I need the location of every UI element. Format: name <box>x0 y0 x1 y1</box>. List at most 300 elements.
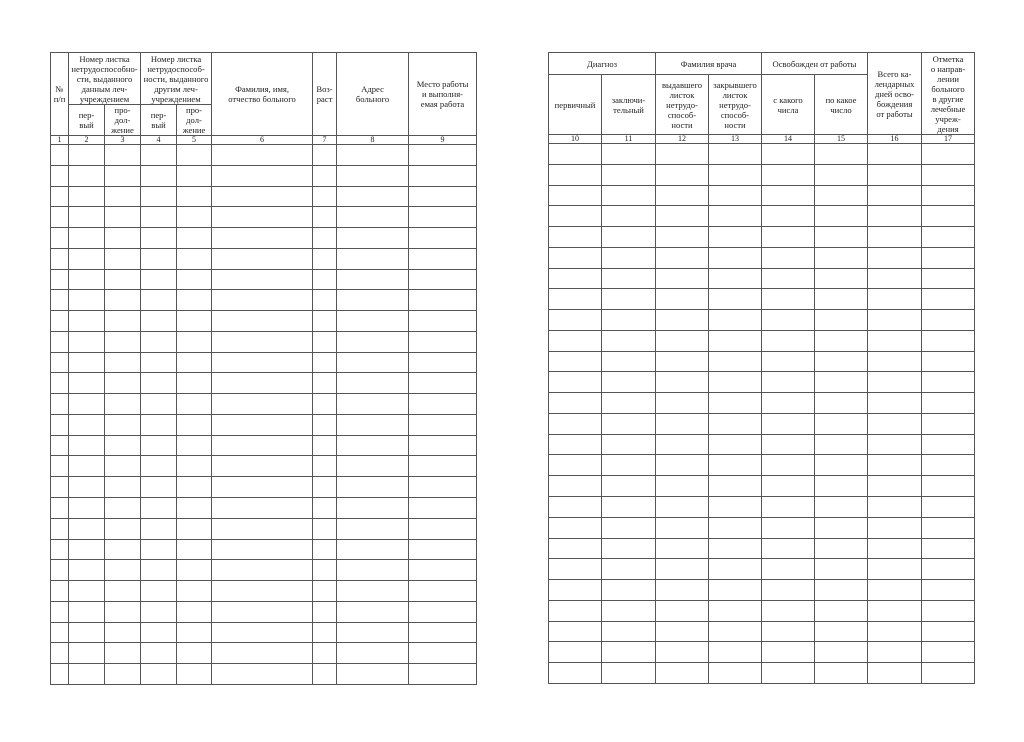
table-cell <box>409 394 477 415</box>
table-cell <box>337 581 409 602</box>
table-cell <box>709 600 762 621</box>
table-cell <box>762 393 815 414</box>
table-cell <box>656 330 709 351</box>
table-cell <box>549 247 602 268</box>
table-cell <box>313 269 337 290</box>
table-cell <box>709 144 762 165</box>
table-cell <box>409 518 477 539</box>
table-cell <box>656 310 709 331</box>
table-cell <box>51 477 69 498</box>
table-cell <box>409 456 477 477</box>
column-number: 17 <box>922 135 975 144</box>
header-other-first: пер- вый <box>141 105 177 136</box>
table-cell <box>105 643 141 664</box>
table-cell <box>212 581 313 602</box>
column-number: 16 <box>868 135 922 144</box>
table-cell <box>51 352 69 373</box>
table-cell <box>922 289 975 310</box>
table-row <box>549 351 975 372</box>
table-cell <box>709 372 762 393</box>
header-doctor: Фамилия врача <box>656 53 762 75</box>
table-cell <box>313 622 337 643</box>
right-journal-table <box>548 52 975 684</box>
table-cell <box>105 207 141 228</box>
table-cell <box>868 517 922 538</box>
table-cell <box>922 663 975 684</box>
table-cell <box>105 331 141 352</box>
table-cell <box>762 289 815 310</box>
table-cell <box>815 559 868 580</box>
table-cell <box>69 269 105 290</box>
table-row <box>549 538 975 559</box>
left-page <box>50 52 477 685</box>
table-cell <box>815 185 868 206</box>
table-cell <box>177 435 212 456</box>
table-cell <box>313 394 337 415</box>
table-cell <box>141 145 177 166</box>
table-cell <box>105 311 141 332</box>
table-cell <box>69 456 105 477</box>
table-cell <box>141 622 177 643</box>
table-cell <box>141 456 177 477</box>
table-cell <box>762 434 815 455</box>
table-cell <box>549 600 602 621</box>
table-cell <box>762 642 815 663</box>
table-cell <box>69 414 105 435</box>
table-cell <box>602 497 656 518</box>
table-cell <box>762 372 815 393</box>
table-cell <box>868 538 922 559</box>
table-cell <box>337 622 409 643</box>
table-cell <box>337 228 409 249</box>
table-cell <box>815 538 868 559</box>
table-cell <box>337 601 409 622</box>
table-cell <box>69 581 105 602</box>
table-cell <box>656 517 709 538</box>
column-numbers-row <box>549 135 975 144</box>
table-cell <box>602 476 656 497</box>
table-cell <box>212 186 313 207</box>
table-cell <box>212 601 313 622</box>
table-cell <box>212 643 313 664</box>
header-other-continuation: про- дол- жение <box>177 105 212 136</box>
header-diagnosis: Диагноз <box>549 53 656 75</box>
table-cell <box>337 207 409 228</box>
table-cell <box>141 664 177 685</box>
table-cell <box>922 559 975 580</box>
table-row <box>549 642 975 663</box>
table-cell <box>313 414 337 435</box>
table-cell <box>815 289 868 310</box>
table-cell <box>212 518 313 539</box>
table-cell <box>337 186 409 207</box>
header-patient-name: Фамилия, имя, отчество больного <box>212 53 313 136</box>
table-cell <box>922 413 975 434</box>
table-cell <box>656 600 709 621</box>
table-cell <box>602 185 656 206</box>
table-cell <box>177 207 212 228</box>
table-cell <box>762 538 815 559</box>
table-cell <box>177 145 212 166</box>
header-released: Освобожден от работы <box>762 53 868 75</box>
table-cell <box>709 351 762 372</box>
table-row <box>549 164 975 185</box>
table-cell <box>602 164 656 185</box>
table-cell <box>313 456 337 477</box>
table-cell <box>709 206 762 227</box>
table-row <box>51 394 477 415</box>
table-row <box>51 539 477 560</box>
header-referral: Отметка о направ- лении больного в другие лечебные учреж- дения <box>922 53 975 135</box>
table-cell <box>656 497 709 518</box>
table-cell <box>868 351 922 372</box>
table-cell <box>409 622 477 643</box>
table-cell <box>868 621 922 642</box>
table-row <box>51 228 477 249</box>
table-cell <box>51 518 69 539</box>
table-cell <box>709 538 762 559</box>
table-cell <box>868 164 922 185</box>
table-cell <box>51 269 69 290</box>
column-number: 1 <box>51 136 69 145</box>
header-own-first: пер- вый <box>69 105 105 136</box>
table-row <box>549 393 975 414</box>
table-cell <box>69 664 105 685</box>
table-cell <box>709 227 762 248</box>
table-cell <box>656 580 709 601</box>
table-cell <box>212 248 313 269</box>
table-row <box>549 621 975 642</box>
table-cell <box>922 538 975 559</box>
table-cell <box>549 164 602 185</box>
table-cell <box>177 456 212 477</box>
table-cell <box>337 498 409 519</box>
column-number: 11 <box>602 135 656 144</box>
table-cell <box>709 663 762 684</box>
table-row <box>549 247 975 268</box>
header-doctor-issued: выдавшего листок нетрудо- способ- ности <box>656 75 709 135</box>
table-cell <box>709 289 762 310</box>
table-cell <box>868 393 922 414</box>
table-cell <box>868 580 922 601</box>
table-cell <box>656 538 709 559</box>
table-cell <box>313 228 337 249</box>
table-cell <box>337 518 409 539</box>
table-cell <box>709 455 762 476</box>
table-cell <box>602 227 656 248</box>
table-cell <box>762 497 815 518</box>
table-row <box>51 352 477 373</box>
table-cell <box>337 352 409 373</box>
table-cell <box>709 580 762 601</box>
table-row <box>51 664 477 685</box>
table-row <box>549 372 975 393</box>
table-cell <box>922 476 975 497</box>
table-cell <box>337 664 409 685</box>
table-cell <box>141 352 177 373</box>
table-row <box>51 165 477 186</box>
table-cell <box>212 331 313 352</box>
table-cell <box>212 539 313 560</box>
table-cell <box>922 372 975 393</box>
table-row <box>549 144 975 165</box>
table-cell <box>762 227 815 248</box>
table-cell <box>656 476 709 497</box>
table-cell <box>51 414 69 435</box>
table-cell <box>313 207 337 228</box>
table-cell <box>815 642 868 663</box>
table-cell <box>51 456 69 477</box>
table-cell <box>762 413 815 434</box>
table-row <box>51 207 477 228</box>
table-cell <box>51 394 69 415</box>
table-cell <box>337 331 409 352</box>
table-cell <box>69 560 105 581</box>
table-cell <box>868 455 922 476</box>
left-table-body <box>51 145 477 685</box>
table-cell <box>105 622 141 643</box>
table-cell <box>313 643 337 664</box>
table-cell <box>922 600 975 621</box>
table-cell <box>51 435 69 456</box>
table-cell <box>656 455 709 476</box>
table-cell <box>141 435 177 456</box>
table-cell <box>815 497 868 518</box>
column-number: 6 <box>212 136 313 145</box>
table-cell <box>602 144 656 165</box>
header-released-from: с какого числа <box>762 75 815 135</box>
table-cell <box>212 165 313 186</box>
table-cell <box>51 643 69 664</box>
right-page <box>548 52 975 684</box>
table-cell <box>177 581 212 602</box>
table-cell <box>177 477 212 498</box>
table-cell <box>815 434 868 455</box>
table-cell <box>409 373 477 394</box>
table-cell <box>69 165 105 186</box>
table-cell <box>549 559 602 580</box>
table-cell <box>656 164 709 185</box>
table-cell <box>313 581 337 602</box>
table-cell <box>313 539 337 560</box>
table-cell <box>656 351 709 372</box>
table-cell <box>141 560 177 581</box>
table-cell <box>815 268 868 289</box>
table-cell <box>313 498 337 519</box>
table-cell <box>212 414 313 435</box>
table-cell <box>313 145 337 166</box>
table-cell <box>313 664 337 685</box>
table-cell <box>212 228 313 249</box>
table-cell <box>313 373 337 394</box>
table-cell <box>549 185 602 206</box>
table-cell <box>409 331 477 352</box>
table-row <box>549 185 975 206</box>
table-cell <box>212 622 313 643</box>
table-cell <box>549 538 602 559</box>
table-cell <box>409 290 477 311</box>
table-cell <box>337 477 409 498</box>
table-cell <box>69 145 105 166</box>
table-cell <box>709 268 762 289</box>
table-cell <box>69 394 105 415</box>
header-workplace: Место работы и выполня- емая работа <box>409 53 477 136</box>
table-cell <box>656 559 709 580</box>
table-cell <box>141 581 177 602</box>
column-numbers-row <box>51 136 477 145</box>
table-row <box>549 206 975 227</box>
table-cell <box>337 394 409 415</box>
table-cell <box>69 518 105 539</box>
table-cell <box>656 434 709 455</box>
table-cell <box>868 144 922 165</box>
table-cell <box>51 664 69 685</box>
table-cell <box>51 228 69 249</box>
table-cell <box>212 477 313 498</box>
table-cell <box>313 290 337 311</box>
table-cell <box>212 435 313 456</box>
table-cell <box>105 373 141 394</box>
table-cell <box>141 165 177 186</box>
table-row <box>549 517 975 538</box>
table-cell <box>409 435 477 456</box>
column-number: 10 <box>549 135 602 144</box>
table-cell <box>549 476 602 497</box>
table-cell <box>141 394 177 415</box>
table-cell <box>51 331 69 352</box>
table-cell <box>141 643 177 664</box>
table-cell <box>762 268 815 289</box>
table-cell <box>69 311 105 332</box>
table-cell <box>602 621 656 642</box>
table-cell <box>105 477 141 498</box>
table-cell <box>549 434 602 455</box>
table-cell <box>815 663 868 684</box>
column-number: 4 <box>141 136 177 145</box>
table-cell <box>69 477 105 498</box>
table-cell <box>602 351 656 372</box>
table-cell <box>69 498 105 519</box>
table-cell <box>177 331 212 352</box>
table-cell <box>602 517 656 538</box>
table-cell <box>212 456 313 477</box>
table-cell <box>177 373 212 394</box>
table-cell <box>69 435 105 456</box>
table-row <box>51 186 477 207</box>
table-cell <box>177 228 212 249</box>
table-cell <box>69 643 105 664</box>
table-cell <box>105 186 141 207</box>
table-cell <box>141 186 177 207</box>
table-row <box>51 498 477 519</box>
table-cell <box>922 247 975 268</box>
table-row <box>549 413 975 434</box>
table-cell <box>815 476 868 497</box>
table-cell <box>762 206 815 227</box>
table-cell <box>337 435 409 456</box>
table-cell <box>656 185 709 206</box>
table-cell <box>409 228 477 249</box>
table-cell <box>922 393 975 414</box>
table-cell <box>105 290 141 311</box>
table-row <box>51 414 477 435</box>
table-cell <box>177 311 212 332</box>
table-row <box>51 477 477 498</box>
table-cell <box>212 352 313 373</box>
table-cell <box>656 206 709 227</box>
table-cell <box>177 394 212 415</box>
table-row <box>549 330 975 351</box>
table-cell <box>212 311 313 332</box>
table-cell <box>51 311 69 332</box>
table-cell <box>602 663 656 684</box>
table-cell <box>105 581 141 602</box>
table-cell <box>141 269 177 290</box>
table-cell <box>51 581 69 602</box>
table-cell <box>762 164 815 185</box>
table-cell <box>51 207 69 228</box>
table-cell <box>602 580 656 601</box>
table-cell <box>762 330 815 351</box>
table-cell <box>868 227 922 248</box>
table-cell <box>313 560 337 581</box>
table-cell <box>868 289 922 310</box>
table-cell <box>815 330 868 351</box>
table-cell <box>549 289 602 310</box>
table-cell <box>762 455 815 476</box>
table-cell <box>105 228 141 249</box>
table-cell <box>212 498 313 519</box>
table-cell <box>105 414 141 435</box>
table-cell <box>409 352 477 373</box>
table-cell <box>177 352 212 373</box>
table-row <box>51 518 477 539</box>
table-cell <box>868 600 922 621</box>
table-cell <box>602 559 656 580</box>
table-row <box>51 248 477 269</box>
header-address: Адрес больного <box>337 53 409 136</box>
header-own-continuation: про- дол- жение <box>105 105 141 136</box>
table-cell <box>602 455 656 476</box>
header-sheet-own: Номер листка нетрудоспособно- сти, выданного данным леч- учреждением <box>69 53 141 105</box>
table-cell <box>602 642 656 663</box>
table-cell <box>922 185 975 206</box>
table-cell <box>656 227 709 248</box>
table-cell <box>656 642 709 663</box>
table-cell <box>868 330 922 351</box>
table-cell <box>409 643 477 664</box>
table-cell <box>549 663 602 684</box>
table-row <box>51 435 477 456</box>
table-cell <box>602 310 656 331</box>
table-cell <box>141 518 177 539</box>
table-cell <box>656 663 709 684</box>
table-cell <box>177 269 212 290</box>
table-row <box>51 373 477 394</box>
table-cell <box>549 580 602 601</box>
column-number: 9 <box>409 136 477 145</box>
table-cell <box>762 559 815 580</box>
table-cell <box>409 311 477 332</box>
table-cell <box>602 393 656 414</box>
table-cell <box>409 477 477 498</box>
table-cell <box>922 310 975 331</box>
table-cell <box>177 622 212 643</box>
table-cell <box>409 248 477 269</box>
table-row <box>51 622 477 643</box>
table-cell <box>141 477 177 498</box>
table-cell <box>922 497 975 518</box>
